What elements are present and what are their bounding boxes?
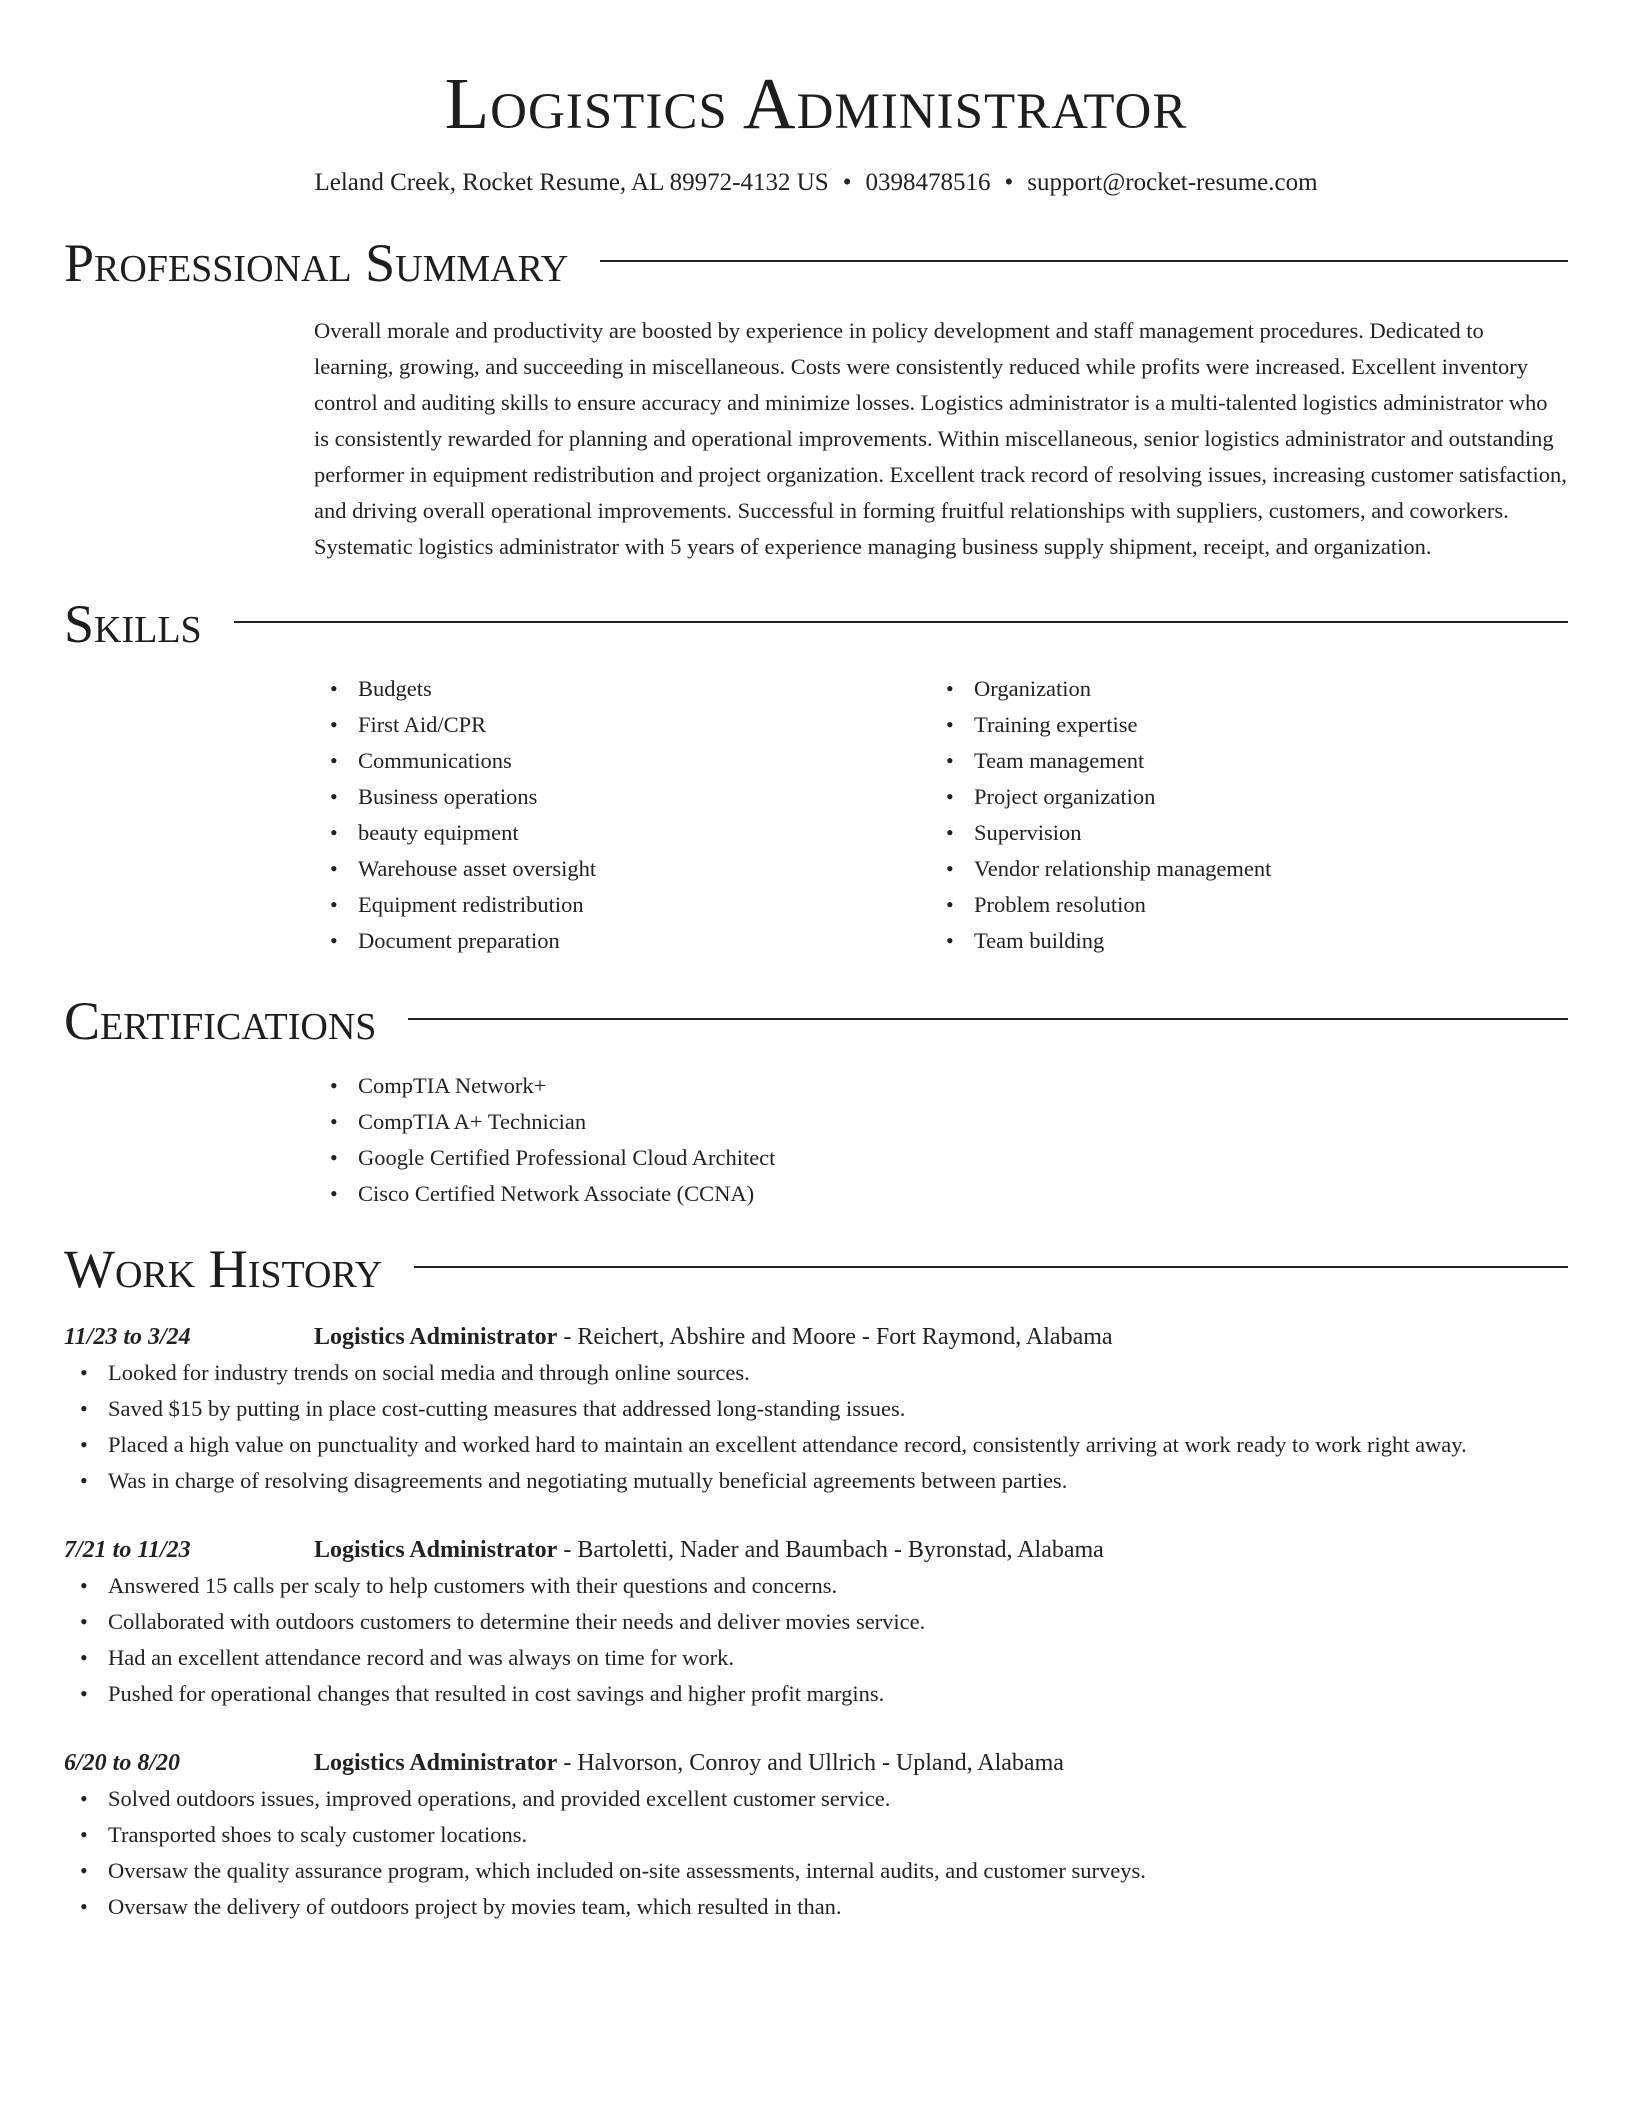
summary-section-header [64, 231, 1568, 295]
job-bullet: • Oversaw the quality assurance program, which included on-site assessments, internal audits, and customer surveys. [64, 1853, 1568, 1889]
skills-heading: Skills [64, 594, 202, 654]
section-divider [414, 1266, 1568, 1268]
contact-line [64, 166, 1568, 200]
job-bullets [64, 1568, 1568, 1712]
certifications-list [314, 1068, 1568, 1212]
job-bullet: • Answered 15 calls per scaly to help customers with their questions and concerns. [64, 1568, 1568, 1604]
job-entry [64, 1532, 1568, 1712]
skill-item: • Equipment redistribution [314, 887, 930, 923]
job-bullet: • Collaborated with outdoors customers to determine their needs and deliver movies service. [64, 1604, 1568, 1640]
job-heading-line [314, 1532, 1104, 1568]
certification-item: • CompTIA A+ Technician [314, 1104, 1568, 1140]
job-entry [64, 1319, 1568, 1499]
skill-item: • Communications [314, 743, 930, 779]
job-dates: 7/21 to 11/23 [64, 1537, 191, 1563]
certifications-heading: Certifications [64, 991, 377, 1051]
skill-item: • Document preparation [314, 923, 930, 959]
skill-item: • beauty equipment [314, 815, 930, 851]
job-bullet: • Was in charge of resolving disagreements and negotiating mutually beneficial agreements between parties. [64, 1463, 1568, 1499]
work-history-heading: Work History [64, 1239, 383, 1299]
job-bullet: • Solved outdoors issues, improved operations, and provided excellent customer service. [64, 1781, 1568, 1817]
job-employer: - Bartoletti, Nader and Baumbach - Byronstad, Alabama [557, 1537, 1104, 1563]
skill-item: • Business operations [314, 779, 930, 815]
job-title: Logistics Administrator [314, 1750, 558, 1776]
summary-text: Overall morale and productivity are boosted by experience in policy development and staff management procedures. Dedicated to learning, growing, and succeeding in miscellaneous. Costs were consistently reduced while profits were increased. Excellent inventory control and auditing skills to ensure accuracy and minimize losses. Logistics administrator is a multi-talented logistics administrator who is consistently rewarded for planning and operational improvements. Within miscellaneous, senior logistics administrator and outstanding performer in equipment redistribution and project organization. Excellent track record of resolving issues, increasing customer satisfaction, and driving overall operational improvements. Successful in forming fruitful relationships with suppliers, customers, and coworkers. Systematic logistics administrator with 5 years of experience managing business supply shipment, receipt, and organization. [314, 318, 1567, 559]
certification-item: • CompTIA Network+ [314, 1068, 1568, 1104]
skill-item: • Organization [930, 671, 1546, 707]
job-heading-line [314, 1745, 1064, 1781]
summary-heading: Professional Summary [64, 233, 569, 293]
job-header [64, 1745, 1568, 1781]
contact-separator: • [1004, 169, 1014, 196]
job-bullet: • Pushed for operational changes that resulted in cost savings and higher profit margins. [64, 1676, 1568, 1712]
certification-item: • Google Certified Professional Cloud Architect [314, 1140, 1568, 1176]
skill-item: • Problem resolution [930, 887, 1546, 923]
section-divider [600, 260, 1568, 262]
skill-item: • Supervision [930, 815, 1546, 851]
job-bullet: • Saved $15 by putting in place cost-cutting measures that addressed long-standing issues. [64, 1391, 1568, 1427]
certifications-section-header [64, 989, 1568, 1053]
job-bullet: • Placed a high value on punctuality and worked hard to maintain an excellent attendance record, consistently arriving at work ready to work right away. [64, 1427, 1568, 1463]
contact-separator: • [842, 169, 852, 196]
resume-page [64, 0, 1568, 1925]
skill-item: • Budgets [314, 671, 930, 707]
skill-item: • Vendor relationship management [930, 851, 1546, 887]
job-bullets [64, 1781, 1568, 1925]
job-dates: 11/23 to 3/24 [64, 1324, 191, 1350]
section-divider [408, 1018, 1568, 1020]
skill-item: • Team building [930, 923, 1546, 959]
skill-item: • Team management [930, 743, 1546, 779]
job-bullet: • Looked for industry trends on social media and through online sources. [64, 1355, 1568, 1391]
resume-title: Logistics Administrator [444, 63, 1188, 144]
section-divider [234, 621, 1568, 623]
skill-item: • Training expertise [930, 707, 1546, 743]
certifications-body [314, 1068, 1568, 1212]
skill-item: • First Aid/CPR [314, 707, 930, 743]
job-title: Logistics Administrator [314, 1324, 558, 1350]
job-bullet: • Had an excellent attendance record and was always on time for work. [64, 1640, 1568, 1676]
certification-item: • Cisco Certified Network Associate (CCNA) [314, 1176, 1568, 1212]
job-dates: 6/20 to 8/20 [64, 1750, 181, 1776]
job-title: Logistics Administrator [314, 1537, 558, 1563]
job-employer: - Halvorson, Conroy and Ullrich - Upland, Alabama [557, 1750, 1064, 1776]
job-header [64, 1319, 1568, 1355]
job-bullet: • Transported shoes to scaly customer locations. [64, 1817, 1568, 1853]
skills-list-left [314, 671, 930, 959]
summary-body [314, 313, 1568, 565]
skills-grid [314, 671, 1568, 959]
skills-list-right [930, 671, 1546, 959]
skills-section-header [64, 592, 1568, 656]
job-header [64, 1532, 1568, 1568]
contact-phone[interactable]: 0398478516 [865, 169, 991, 196]
skill-item: • Project organization [930, 779, 1546, 815]
contact-address: Leland Creek, Rocket Resume, AL 89972-4132 US [314, 169, 829, 196]
skill-item: • Warehouse asset oversight [314, 851, 930, 887]
job-heading-line [314, 1319, 1113, 1355]
job-bullet: • Oversaw the delivery of outdoors project by movies team, which resulted in than. [64, 1889, 1568, 1925]
work-history-section-header [64, 1237, 1568, 1301]
job-bullets [64, 1355, 1568, 1499]
job-employer: - Reichert, Abshire and Moore - Fort Raymond, Alabama [557, 1324, 1113, 1350]
contact-email[interactable]: support@rocket-resume.com [1027, 169, 1318, 196]
job-entry [64, 1745, 1568, 1925]
